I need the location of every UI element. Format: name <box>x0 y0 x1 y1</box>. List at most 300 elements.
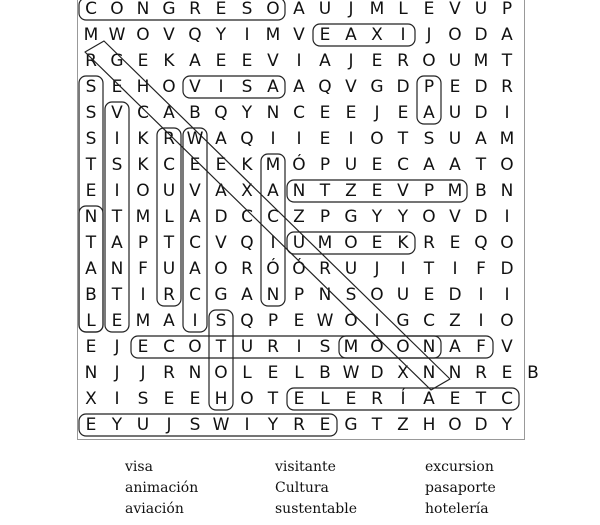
grid-cell[interactable]: U <box>396 285 410 305</box>
grid-cell[interactable]: E <box>423 285 435 305</box>
grid-cell[interactable]: T <box>85 233 97 253</box>
grid-cell[interactable]: T <box>397 129 409 149</box>
grid-cell[interactable]: A <box>423 103 435 123</box>
grid-cell[interactable]: K <box>137 155 149 175</box>
grid-cell[interactable]: M <box>369 0 385 19</box>
grid-cell[interactable]: O <box>422 51 436 71</box>
grid-cell[interactable]: O <box>136 181 150 201</box>
grid-cell[interactable]: G <box>162 0 176 19</box>
grid-cell[interactable]: A <box>449 155 461 175</box>
grid-cell[interactable]: R <box>293 415 305 435</box>
grid-cell[interactable]: O <box>110 0 124 19</box>
grid-cell[interactable]: N <box>266 285 280 305</box>
grid-cell[interactable]: E <box>267 363 279 383</box>
grid-cell[interactable]: T <box>163 233 175 253</box>
grid-cell[interactable]: V <box>293 25 305 45</box>
grid-cell[interactable]: C <box>293 103 305 123</box>
grid-cell[interactable]: N <box>318 285 332 305</box>
word-item-hoteleria: hotelería <box>425 501 489 517</box>
grid-cell[interactable]: W <box>186 129 204 149</box>
grid-cell[interactable]: A <box>319 51 331 71</box>
grid-cell[interactable]: E <box>215 155 227 175</box>
grid-cell[interactable]: D <box>214 207 228 227</box>
grid-cell[interactable]: B <box>189 103 201 123</box>
grid-cell[interactable]: E <box>319 103 331 123</box>
grid-cell[interactable]: U <box>318 0 332 19</box>
grid-cell[interactable]: B <box>527 363 539 383</box>
grid-cell[interactable]: V <box>267 51 279 71</box>
grid-cell[interactable]: C <box>423 311 435 331</box>
grid-cell[interactable]: E <box>371 233 383 253</box>
grid-cell[interactable]: A <box>267 181 279 201</box>
grid-cell[interactable]: B <box>319 363 331 383</box>
grid-cell[interactable]: M <box>135 311 151 331</box>
grid-cell[interactable]: O <box>500 155 514 175</box>
grid-cell[interactable]: V <box>449 0 461 19</box>
grid-cell[interactable]: U <box>344 155 358 175</box>
grid-cell[interactable]: I <box>504 207 510 227</box>
grid-cell[interactable]: G <box>344 207 358 227</box>
grid-cell[interactable]: X <box>241 181 253 201</box>
grid-cell[interactable]: D <box>474 415 488 435</box>
grid-cell[interactable]: M <box>473 51 489 71</box>
grid-cell[interactable]: O <box>344 233 358 253</box>
grid-cell[interactable]: Q <box>474 233 488 253</box>
grid-cell[interactable]: B <box>85 285 97 305</box>
grid-cell[interactable]: V <box>189 181 201 201</box>
grid-cell[interactable]: V <box>111 103 123 123</box>
grid-cell[interactable]: O <box>370 129 384 149</box>
grid-cell[interactable]: T <box>85 155 97 175</box>
grid-cell[interactable]: E <box>85 415 97 435</box>
grid-cell[interactable]: I <box>296 129 302 149</box>
grid-cell[interactable]: O <box>214 363 228 383</box>
grid-cell[interactable]: A <box>163 311 175 331</box>
grid-cell[interactable]: C <box>163 337 175 357</box>
grid-cell[interactable]: Y <box>501 415 513 435</box>
grid-cell[interactable]: F <box>138 259 148 279</box>
grid-cell[interactable]: A <box>345 25 357 45</box>
grid-cell[interactable]: R <box>319 259 331 279</box>
grid-cell[interactable]: A <box>475 129 487 149</box>
grid-cell[interactable]: R <box>189 0 201 19</box>
grid-cell[interactable]: Q <box>318 77 332 97</box>
grid-cell[interactable]: I <box>504 103 510 123</box>
word-item-sustentable: sustentable <box>275 501 358 517</box>
grid-cell[interactable]: R <box>163 285 175 305</box>
grid-cell[interactable]: I <box>400 25 406 45</box>
grid-cell[interactable]: I <box>478 285 484 305</box>
grid-cell[interactable]: A <box>449 337 461 357</box>
grid-cell[interactable]: U <box>344 259 358 279</box>
grid-cell[interactable]: A <box>85 259 97 279</box>
grid-cell[interactable]: X <box>371 25 383 45</box>
grid-cell[interactable]: O <box>500 311 514 331</box>
grid-cell[interactable]: Y <box>111 415 123 435</box>
grid-cell[interactable]: R <box>475 363 487 383</box>
grid-cell[interactable]: N <box>448 363 462 383</box>
grid-cell[interactable]: J <box>114 363 120 383</box>
grid-cell[interactable]: X <box>397 363 409 383</box>
grid-cell[interactable]: W <box>212 415 230 435</box>
grid-cell[interactable]: N <box>422 363 436 383</box>
grid-cell[interactable]: L <box>294 363 304 383</box>
grid-cell[interactable]: I <box>114 389 120 409</box>
grid-cell[interactable]: R <box>371 389 383 409</box>
grid-cell[interactable]: Y <box>215 25 227 45</box>
grid-cell[interactable]: U <box>162 259 176 279</box>
grid-cell[interactable]: A <box>423 155 435 175</box>
grid-cell[interactable]: T <box>319 181 331 201</box>
grid-cell[interactable]: K <box>241 155 253 175</box>
grid-cell[interactable]: E <box>293 311 305 331</box>
grid-cell[interactable]: H <box>214 389 228 409</box>
grid-cell[interactable]: E <box>85 337 97 357</box>
grid-cell[interactable]: P <box>319 207 331 227</box>
grid-cell[interactable]: S <box>137 389 149 409</box>
grid-cell[interactable]: E <box>371 51 383 71</box>
grid-cell[interactable]: Q <box>188 25 202 45</box>
grid-cell[interactable]: V <box>449 207 461 227</box>
grid-cell[interactable]: S <box>189 415 201 435</box>
grid-cell[interactable]: D <box>500 259 514 279</box>
grid-cell[interactable]: U <box>240 337 254 357</box>
grid-cell[interactable]: A <box>189 207 201 227</box>
grid-cell[interactable]: E <box>345 389 357 409</box>
grid-cell[interactable]: J <box>374 259 380 279</box>
word-item-cultura: Cultura <box>275 480 329 496</box>
grid-cell[interactable]: S <box>423 129 435 149</box>
grid-cell[interactable]: N <box>84 363 98 383</box>
grid-cell[interactable]: F <box>476 259 486 279</box>
grid-cell[interactable]: D <box>474 25 488 45</box>
grid-cell[interactable]: R <box>267 337 279 357</box>
grid-cell[interactable]: T <box>215 337 227 357</box>
grid-cell[interactable]: M <box>83 25 99 45</box>
grid-cell[interactable]: Ó <box>292 259 306 279</box>
grid-cell[interactable]: R <box>85 51 97 71</box>
grid-cell[interactable]: O <box>240 389 254 409</box>
grid-cell[interactable]: I <box>244 415 250 435</box>
grid-cell[interactable]: V <box>345 77 357 97</box>
grid-cell[interactable]: G <box>344 415 358 435</box>
grid-cell[interactable]: N <box>292 181 306 201</box>
word-item-excursion: excursion <box>425 459 494 475</box>
grid-cell[interactable]: L <box>86 311 96 331</box>
grid-cell[interactable]: A <box>215 129 227 149</box>
grid-cell[interactable]: G <box>110 51 124 71</box>
grid-cell[interactable]: O <box>370 337 384 357</box>
grid-cell[interactable]: D <box>474 207 488 227</box>
grid-cell[interactable]: I <box>244 25 250 45</box>
grid-cell[interactable]: K <box>163 51 175 71</box>
grid-cell[interactable]: N <box>266 103 280 123</box>
grid-cell[interactable]: A <box>189 259 201 279</box>
grid-cell[interactable]: Q <box>240 129 254 149</box>
grid-cell[interactable]: K <box>137 129 149 149</box>
grid-cell[interactable]: Y <box>267 415 279 435</box>
grid-cell[interactable]: S <box>85 77 97 97</box>
grid-cell[interactable]: P <box>423 181 435 201</box>
grid-cell[interactable]: C <box>397 155 409 175</box>
grid-cell[interactable]: J <box>348 51 354 71</box>
grid-cell[interactable]: P <box>423 77 435 97</box>
grid-cell[interactable]: Í <box>400 389 406 409</box>
grid-cell[interactable]: J <box>140 363 146 383</box>
grid-cell[interactable]: E <box>189 389 201 409</box>
grid-cell[interactable]: Q <box>240 311 254 331</box>
grid-cell[interactable]: K <box>397 233 409 253</box>
grid-cell[interactable]: I <box>140 285 146 305</box>
grid-cell[interactable]: O <box>448 25 462 45</box>
grid-cell[interactable]: E <box>111 77 123 97</box>
grid-cell[interactable]: R <box>501 77 513 97</box>
grid-cell[interactable]: S <box>85 103 97 123</box>
grid-cell[interactable]: W <box>316 311 334 331</box>
grid-cell[interactable]: N <box>84 207 98 227</box>
grid-cell[interactable]: S <box>111 155 123 175</box>
grid-cell[interactable]: E <box>449 77 461 97</box>
grid-cell[interactable]: E <box>319 129 331 149</box>
grid-cell[interactable]: R <box>241 259 253 279</box>
grid-cell[interactable]: T <box>371 415 383 435</box>
grid-cell[interactable]: L <box>164 207 174 227</box>
grid-cell[interactable]: T <box>475 389 487 409</box>
grid-cell[interactable]: E <box>85 181 97 201</box>
grid-cell[interactable]: G <box>370 77 384 97</box>
grid-cell[interactable]: J <box>374 103 380 123</box>
grid-cell[interactable]: E <box>319 415 331 435</box>
grid-cell[interactable]: T <box>267 389 279 409</box>
grid-cell[interactable]: C <box>241 207 253 227</box>
grid-cell[interactable]: A <box>293 77 305 97</box>
grid-cell[interactable]: E <box>111 311 123 331</box>
grid-cell[interactable]: L <box>242 363 252 383</box>
grid-cell[interactable]: B <box>475 181 487 201</box>
grid-cell[interactable]: U <box>162 181 176 201</box>
grid-cell[interactable]: A <box>215 181 227 201</box>
grid-cell[interactable]: V <box>215 233 227 253</box>
grid-cell[interactable]: A <box>163 103 175 123</box>
grid-cell[interactable]: S <box>215 311 227 331</box>
grid-cell[interactable]: I <box>192 311 198 331</box>
grid-cell[interactable]: M <box>499 129 515 149</box>
grid-cell[interactable]: P <box>137 233 149 253</box>
grid-cell[interactable]: E <box>345 103 357 123</box>
grid-cell[interactable]: A <box>111 233 123 253</box>
grid-cell[interactable]: D <box>474 103 488 123</box>
grid-cell[interactable]: T <box>501 51 513 71</box>
grid-cell[interactable]: E <box>319 25 331 45</box>
grid-cell[interactable]: C <box>137 103 149 123</box>
grid-cell[interactable]: E <box>215 0 227 19</box>
grid-cell[interactable]: E <box>449 389 461 409</box>
grid-cell[interactable]: T <box>475 155 487 175</box>
grid-cell[interactable]: O <box>422 207 436 227</box>
word-item-visa: visa <box>125 459 153 475</box>
word-item-visitante: visitante <box>275 459 336 475</box>
grid-cell[interactable]: L <box>398 0 408 19</box>
grid-cell[interactable]: V <box>397 181 409 201</box>
grid-cell[interactable]: T <box>111 285 123 305</box>
grid-cell[interactable]: R <box>163 129 175 149</box>
grid-cell[interactable]: W <box>342 363 360 383</box>
grid-cell[interactable]: I <box>218 77 224 97</box>
grid-cell[interactable]: E <box>189 155 201 175</box>
grid-cell[interactable]: P <box>501 0 513 19</box>
grid-cell[interactable]: V <box>189 77 201 97</box>
grid-cell[interactable]: O <box>136 25 150 45</box>
grid-cell[interactable]: Q <box>240 233 254 253</box>
grid-cell[interactable]: A <box>267 77 279 97</box>
grid-cell[interactable]: S <box>319 337 331 357</box>
grid-cell[interactable]: I <box>114 129 120 149</box>
grid-cell[interactable]: A <box>423 389 435 409</box>
grid-cell[interactable]: N <box>110 259 124 279</box>
grid-cell[interactable]: N <box>188 363 202 383</box>
grid-cell[interactable]: Ó <box>266 259 280 279</box>
grid-cell[interactable]: E <box>137 51 149 71</box>
grid-cell[interactable]: P <box>293 285 305 305</box>
word-item-pasaporte: pasaporte <box>425 480 496 496</box>
grid-cell[interactable]: C <box>85 0 97 19</box>
grid-cell[interactable]: I <box>270 233 276 253</box>
grid-cell[interactable]: J <box>426 25 432 45</box>
grid-cell[interactable]: D <box>474 77 488 97</box>
grid-cell[interactable]: R <box>397 51 409 71</box>
grid-cell[interactable]: Z <box>449 311 461 331</box>
grid-cell[interactable]: W <box>108 25 126 45</box>
grid-cell[interactable]: Z <box>293 207 305 227</box>
grid-cell[interactable]: I <box>452 259 458 279</box>
grid-cell[interactable]: G <box>214 285 228 305</box>
grid-cell[interactable]: O <box>162 77 176 97</box>
grid-cell[interactable]: J <box>348 0 354 19</box>
grid-cell[interactable]: D <box>448 285 462 305</box>
word-item-animacion: animación <box>125 480 199 496</box>
grid-cell[interactable]: I <box>478 311 484 331</box>
grid-cell[interactable]: Z <box>345 181 357 201</box>
grid-cell[interactable]: Y <box>371 207 383 227</box>
grid-cell[interactable]: E <box>137 337 149 357</box>
grid-cell[interactable]: Ó <box>292 155 306 175</box>
grid-cell[interactable]: I <box>504 285 510 305</box>
grid-cell[interactable]: R <box>163 363 175 383</box>
grid-cell[interactable]: L <box>320 389 330 409</box>
grid-cell[interactable]: I <box>270 129 276 149</box>
grid-cell[interactable]: E <box>215 51 227 71</box>
grid-cell[interactable]: M <box>447 181 463 201</box>
grid-cell[interactable]: O <box>500 233 514 253</box>
grid-cell[interactable]: V <box>501 337 513 357</box>
grid-cell[interactable]: E <box>241 51 253 71</box>
grid-cell[interactable]: A <box>501 25 513 45</box>
grid-cell[interactable]: A <box>189 51 201 71</box>
grid-cell[interactable]: U <box>292 233 306 253</box>
grid-cell[interactable]: P <box>319 155 331 175</box>
grid-cell[interactable]: Q <box>214 103 228 123</box>
grid-cell[interactable]: Z <box>397 415 409 435</box>
grid-cell[interactable]: I <box>296 337 302 357</box>
grid-cell[interactable]: F <box>476 337 486 357</box>
grid-cell[interactable]: O <box>396 337 410 357</box>
grid-cell[interactable]: P <box>267 311 279 331</box>
grid-cell[interactable]: A <box>293 0 305 19</box>
grid-cell[interactable]: E <box>501 363 513 383</box>
grid-cell[interactable]: E <box>423 0 435 19</box>
grid-cell[interactable]: U <box>448 51 462 71</box>
grid-cell[interactable]: E <box>397 103 409 123</box>
grid-cell[interactable]: C <box>189 285 201 305</box>
grid-cell[interactable]: N <box>422 337 436 357</box>
grid-cell[interactable]: G <box>396 311 410 331</box>
grid-cell[interactable]: A <box>241 285 253 305</box>
grid-cell[interactable]: X <box>85 389 97 409</box>
grid-cell[interactable]: I <box>114 181 120 201</box>
grid-cell[interactable]: U <box>474 0 488 19</box>
grid-cell[interactable]: S <box>85 129 97 149</box>
grid-cell[interactable]: N <box>136 0 150 19</box>
grid-cell[interactable]: E <box>449 233 461 253</box>
grid-cell[interactable]: O <box>370 285 384 305</box>
grid-cell[interactable]: J <box>166 415 172 435</box>
grid-cell[interactable]: T <box>423 259 435 279</box>
grid-cell[interactable]: O <box>266 0 280 19</box>
grid-cell[interactable]: M <box>343 337 359 357</box>
grid-cell[interactable]: D <box>370 363 384 383</box>
grid-cell[interactable]: J <box>114 337 120 357</box>
grid-cell[interactable]: R <box>423 233 435 253</box>
grid-cell[interactable]: S <box>241 77 253 97</box>
grid-cell[interactable]: U <box>136 415 150 435</box>
grid-cell[interactable]: O <box>448 415 462 435</box>
grid-cell[interactable]: D <box>396 77 410 97</box>
grid-cell[interactable]: E <box>293 389 305 409</box>
grid-cell[interactable]: I <box>348 129 354 149</box>
grid-cell[interactable]: E <box>163 389 175 409</box>
grid-cell[interactable]: N <box>500 181 514 201</box>
grid-cell[interactable]: U <box>448 103 462 123</box>
grid-cell[interactable]: E <box>371 155 383 175</box>
grid-cell[interactable]: I <box>400 259 406 279</box>
grid-cell[interactable]: V <box>163 25 175 45</box>
grid-cell[interactable]: S <box>241 0 253 19</box>
grid-cell[interactable]: O <box>214 259 228 279</box>
grid-cell[interactable]: Y <box>397 207 409 227</box>
grid-cell[interactable]: C <box>501 389 513 409</box>
grid-cell[interactable]: M <box>317 233 333 253</box>
grid-cell[interactable]: T <box>111 207 123 227</box>
grid-cell[interactable]: I <box>374 311 380 331</box>
grid-cell[interactable]: C <box>163 155 175 175</box>
grid-cell[interactable]: C <box>189 233 201 253</box>
grid-cell[interactable]: Y <box>241 103 253 123</box>
grid-cell[interactable]: O <box>188 337 202 357</box>
grid-cell[interactable]: I <box>296 51 302 71</box>
grid-cell[interactable]: O <box>344 311 358 331</box>
word-search-puzzle <box>77 0 539 440</box>
grid-cell[interactable]: H <box>422 415 436 435</box>
grid-cell[interactable]: M <box>265 25 281 45</box>
grid-cell[interactable]: U <box>448 129 462 149</box>
grid-cell[interactable]: S <box>345 285 357 305</box>
grid-cell[interactable]: M <box>265 155 281 175</box>
grid-cell[interactable]: E <box>371 181 383 201</box>
grid-cell[interactable]: H <box>136 77 150 97</box>
grid-cell[interactable]: C <box>267 207 279 227</box>
letter-grid[interactable] <box>78 0 539 440</box>
grid-cell[interactable]: M <box>135 207 151 227</box>
